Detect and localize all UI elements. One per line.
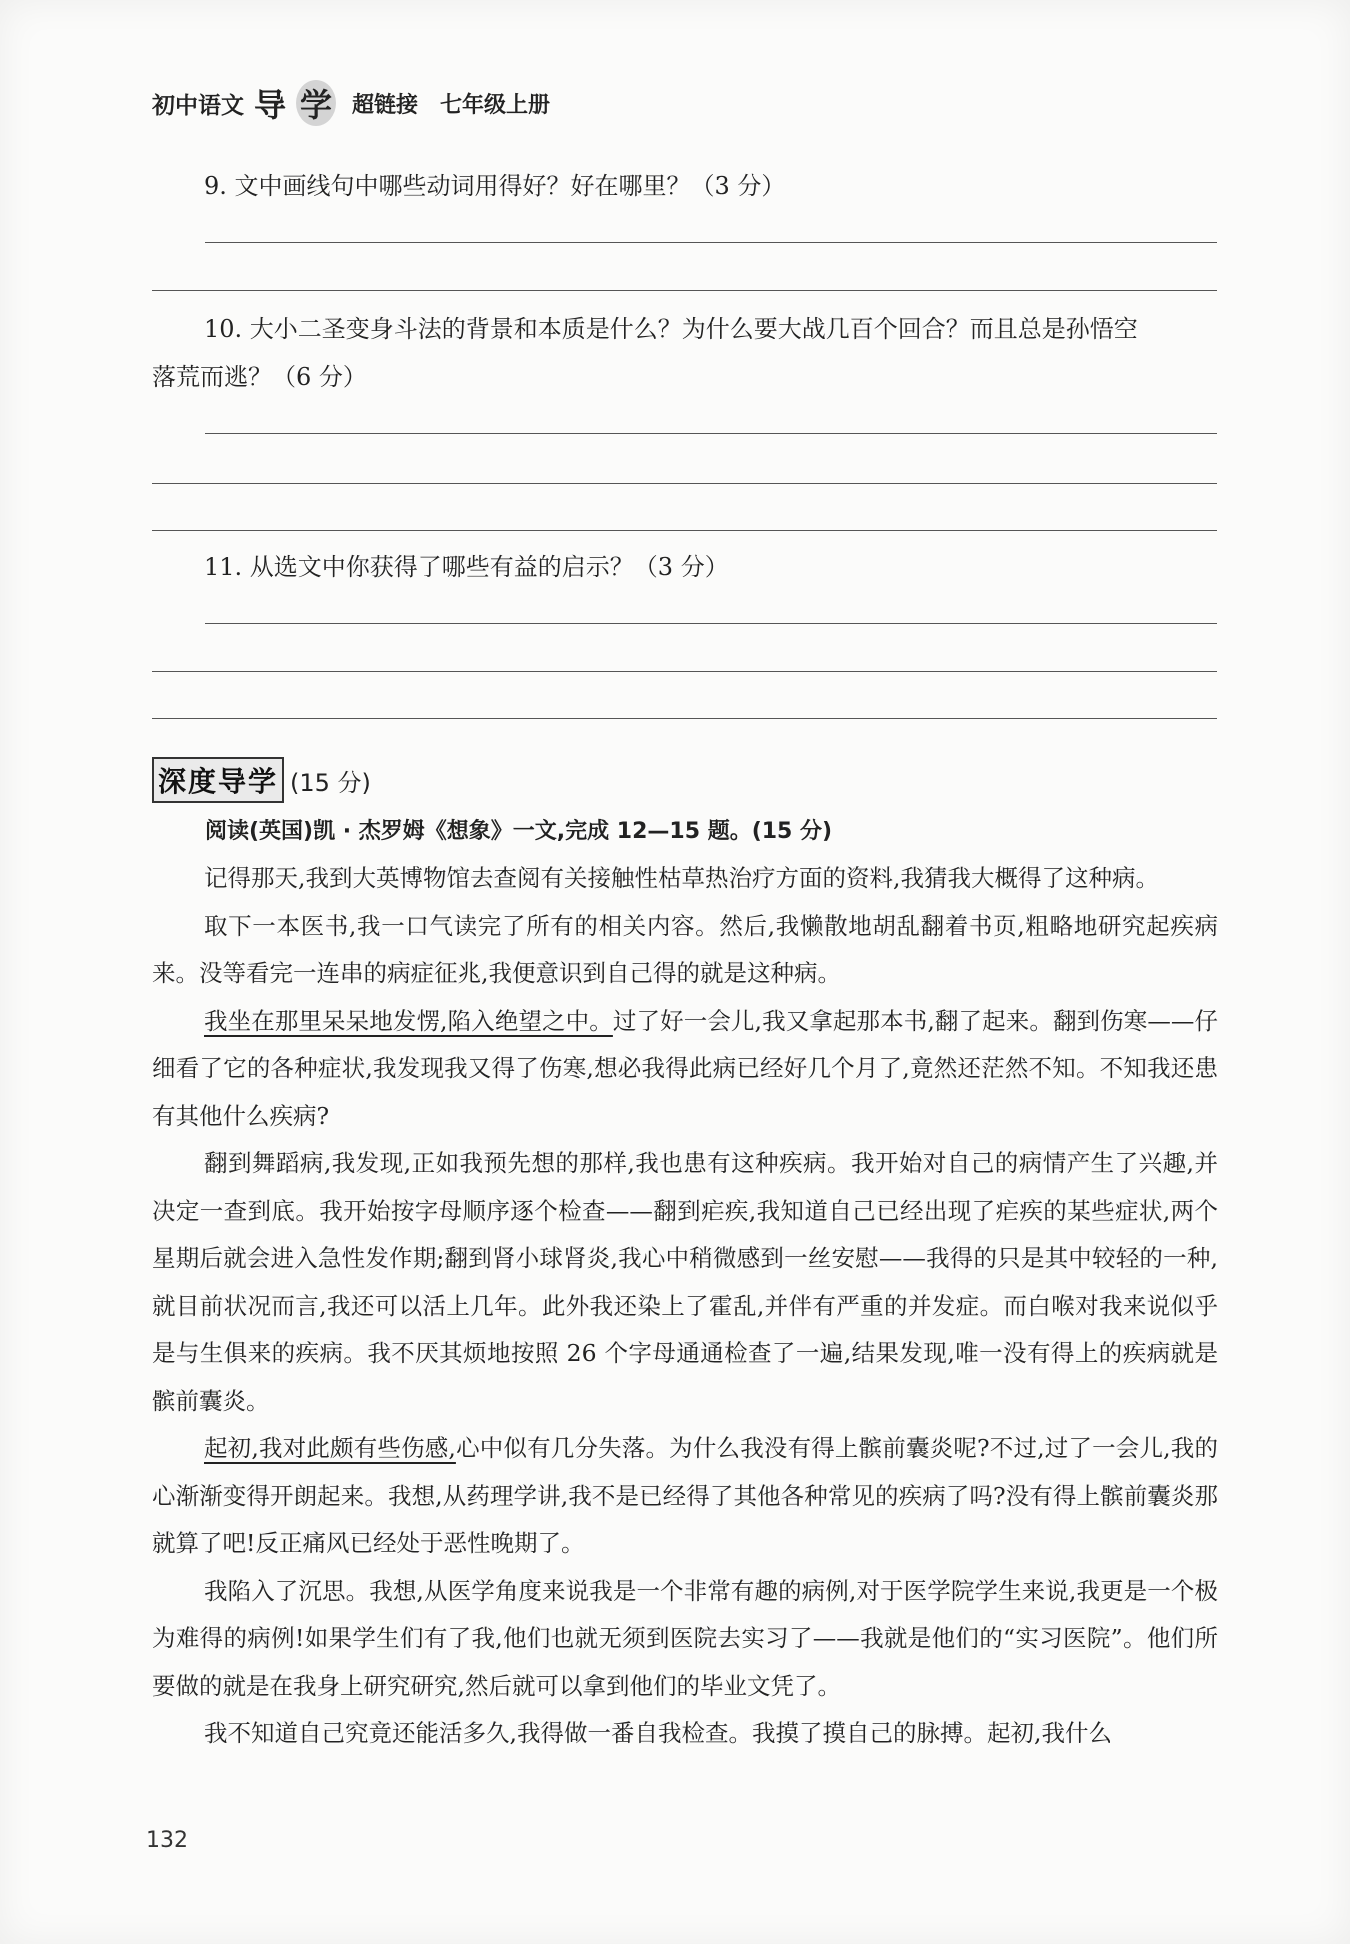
paragraph-3-text: 过了好一会儿,我又拿起那本书,翻了起来。翻到伤寒——仔细看了它的各种症状,我发现我又得了伤寒,想必我得此病已经好几个月了,竟然还茫然不知。不知我还患有其他什么疾病?: [152, 1006, 1218, 1130]
answer-line[interactable]: [152, 671, 1217, 672]
answer-line[interactable]: [152, 718, 1217, 719]
section-title-box: 深度导学: [152, 757, 284, 803]
header-dao-char: 导: [254, 86, 287, 124]
answer-line[interactable]: [205, 623, 1217, 624]
question-10-line-1: 10. 大小二圣变身斗法的背景和本质是什么？为什么要大战几百个回合？而且总是孙悟空: [204, 315, 1138, 343]
page-number: 132: [146, 1828, 188, 1853]
question-11-text: 11. 从选文中你获得了哪些有益的启示？（3 分）: [204, 553, 729, 581]
question-10: [152, 305, 1217, 401]
question-9: [152, 162, 1217, 210]
header-series-title: 初中语文: [152, 92, 244, 119]
question-11: [152, 543, 1217, 591]
section-score: (15 分): [290, 768, 371, 797]
paragraph-5-text: 心中似有几分失落。为什么我没有得上髌前囊炎呢?不过,过了一会儿,我的心渐渐变得开朗起来。我想,从药理学讲,我不是已经得了其他各种常见的疾病了吗?没有得上髌前囊炎那就算了吧!反正痛风已经处于恶性晚期了。: [152, 1434, 1218, 1557]
question-9-text: 9. 文中画线句中哪些动词用得好？好在哪里？（3 分）: [204, 172, 786, 200]
section-heading: [152, 757, 371, 803]
passage-paragraph-2: 取下一本医书,我一口气读完了所有的相关内容。然后,我懒散地胡乱翻着书页,粗略地研究起疾病来。没等看完一连串的病症征兆,我便意识到自己得的就是这种病。: [152, 911, 1218, 987]
passage-paragraph-1: 记得那天,我到大英博物馆去查阅有关接触性枯草热治疗方面的资料,我猜我大概得了这种病。: [204, 864, 1159, 892]
header-link-label: 超链接: [352, 92, 419, 118]
page-header: [152, 80, 550, 126]
passage-paragraph-3: [152, 998, 1218, 1141]
underlined-sentence: 我坐在那里呆呆地发愣,陷入绝望之中。: [204, 1006, 613, 1035]
answer-line[interactable]: [152, 290, 1217, 291]
answer-line[interactable]: [205, 242, 1217, 243]
answer-line[interactable]: [152, 530, 1217, 531]
passage-paragraph-7: 我不知道自己究竟还能活多久,我得做一番自我检查。我摸了摸自己的脉搏。起初,我什么: [204, 1719, 1112, 1747]
passage-paragraph-6: 我陷入了沉思。我想,从医学角度来说我是一个非常有趣的病例,对于医学院学生来说,我更是一个极为难得的病例!如果学生们有了我,他们也就无须到医院去实习了——我就是他们的“实习医院”。他们所要做的就是在我身上研究研究,然后就可以拿到他们的毕业文凭了。: [152, 1576, 1218, 1700]
header-grade-label: 七年级上册: [440, 92, 551, 118]
passage-paragraph-4: 翻到舞蹈病,我发现,正如我预先想的那样,我也患有这种疾病。我开始对自己的病情产生了兴趣,并决定一查到底。我开始按字母顺序逐个检查——翻到疟疾,我知道自己已经出现了疟疾的某些症状,两个星期后就会进入急性发作期;翻到肾小球肾炎,我心中稍微感到一丝安慰——我得的只是其中较轻的一种,就目前状况而言,我还可以活上几年。此外我还染上了霍乱,并伴有严重的并发症。而白喉对我来说似乎是与生俱来的疾病。我不厌其烦地按照 26 个字母通通检查了一遍,结果发现,唯一没有得上的疾病就是髌前囊炎。: [152, 1149, 1218, 1415]
passage-paragraph-5: [152, 1425, 1218, 1568]
question-10-line-2: 落荒而逃？（6 分）: [152, 363, 367, 391]
underlined-sentence: 起初,我对此颇有些伤感,: [204, 1434, 456, 1462]
reading-instruction: 阅读(英国)凯 · 杰罗姆《想象》一文,完成 12—15 题。(15 分): [205, 819, 833, 844]
answer-line[interactable]: [205, 433, 1217, 434]
answer-line[interactable]: [152, 483, 1217, 484]
reading-passage: [152, 855, 1218, 1758]
header-xue-char: 学: [296, 80, 336, 126]
